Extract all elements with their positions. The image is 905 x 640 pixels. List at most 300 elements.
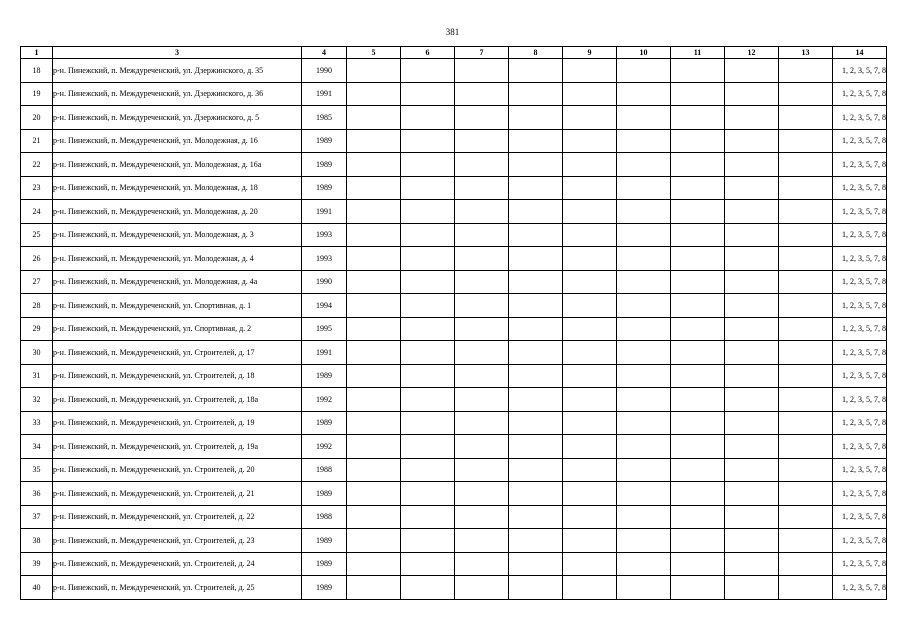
empty-cell-col-9 (563, 388, 617, 412)
empty-cell-col-11 (671, 59, 725, 83)
column-header: 13 (779, 47, 833, 59)
empty-cell-col-10 (617, 505, 671, 529)
table-row (21, 82, 887, 106)
empty-cell-col-13 (779, 247, 833, 271)
empty-cell-col-12 (725, 82, 779, 106)
codes-cell: 1, 2, 3, 5, 7, 8 (833, 341, 887, 365)
empty-cell-col-6 (401, 388, 455, 412)
empty-cell-col-13 (779, 129, 833, 153)
codes-cell: 1, 2, 3, 5, 7, 8 (833, 223, 887, 247)
address-cell: р-н. Пинежский, п. Междуреченский, ул. Строителей, д. 17 (53, 341, 302, 365)
empty-cell-col-9 (563, 576, 617, 600)
empty-cell-col-11 (671, 388, 725, 412)
row-number-cell: 23 (21, 176, 53, 200)
empty-cell-col-5 (347, 200, 401, 224)
column-header: 5 (347, 47, 401, 59)
empty-cell-col-13 (779, 200, 833, 224)
row-number-cell: 26 (21, 247, 53, 271)
table-row (21, 458, 887, 482)
row-number-cell: 20 (21, 106, 53, 130)
codes-cell: 1, 2, 3, 5, 7, 8 (833, 317, 887, 341)
empty-cell-col-9 (563, 200, 617, 224)
row-number-cell: 40 (21, 576, 53, 600)
empty-cell-col-13 (779, 317, 833, 341)
empty-cell-col-9 (563, 294, 617, 318)
codes-cell: 1, 2, 3, 5, 7, 8 (833, 270, 887, 294)
empty-cell-col-7 (455, 82, 509, 106)
empty-cell-col-8 (509, 317, 563, 341)
empty-cell-col-5 (347, 505, 401, 529)
empty-cell-col-5 (347, 411, 401, 435)
empty-cell-col-11 (671, 552, 725, 576)
column-header: 3 (53, 47, 302, 59)
year-cell: 1993 (302, 247, 347, 271)
empty-cell-col-10 (617, 106, 671, 130)
empty-cell-col-13 (779, 364, 833, 388)
row-number-cell: 34 (21, 435, 53, 459)
empty-cell-col-12 (725, 153, 779, 177)
address-cell: р-н. Пинежский, п. Междуреченский, ул. Строителей, д. 18 (53, 364, 302, 388)
column-header: 8 (509, 47, 563, 59)
empty-cell-col-5 (347, 223, 401, 247)
empty-cell-col-13 (779, 59, 833, 83)
row-number-cell: 29 (21, 317, 53, 341)
empty-cell-col-9 (563, 247, 617, 271)
empty-cell-col-8 (509, 82, 563, 106)
empty-cell-col-9 (563, 482, 617, 506)
column-header: 12 (725, 47, 779, 59)
empty-cell-col-10 (617, 576, 671, 600)
table-row (21, 505, 887, 529)
empty-cell-col-11 (671, 82, 725, 106)
year-cell: 1988 (302, 505, 347, 529)
empty-cell-col-11 (671, 482, 725, 506)
empty-cell-col-7 (455, 129, 509, 153)
empty-cell-col-5 (347, 270, 401, 294)
empty-cell-col-9 (563, 364, 617, 388)
empty-cell-col-5 (347, 388, 401, 412)
codes-cell: 1, 2, 3, 5, 7, 8 (833, 294, 887, 318)
empty-cell-col-5 (347, 576, 401, 600)
address-cell: р-н. Пинежский, п. Междуреченский, ул. Строителей, д. 22 (53, 505, 302, 529)
empty-cell-col-12 (725, 458, 779, 482)
year-cell: 1988 (302, 458, 347, 482)
empty-cell-col-11 (671, 317, 725, 341)
year-cell: 1994 (302, 294, 347, 318)
empty-cell-col-10 (617, 270, 671, 294)
table-row (21, 247, 887, 271)
empty-cell-col-7 (455, 317, 509, 341)
empty-cell-col-5 (347, 364, 401, 388)
empty-cell-col-7 (455, 505, 509, 529)
empty-cell-col-10 (617, 552, 671, 576)
address-cell: р-н. Пинежский, п. Междуреченский, ул. Молодежная, д. 4 (53, 247, 302, 271)
empty-cell-col-6 (401, 317, 455, 341)
year-cell: 1989 (302, 153, 347, 177)
empty-cell-col-13 (779, 341, 833, 365)
year-cell: 1992 (302, 435, 347, 459)
empty-cell-col-13 (779, 458, 833, 482)
address-cell: р-н. Пинежский, п. Междуреченский, ул. Спортивная, д. 1 (53, 294, 302, 318)
empty-cell-col-9 (563, 317, 617, 341)
empty-cell-col-13 (779, 576, 833, 600)
table-row (21, 200, 887, 224)
empty-cell-col-12 (725, 482, 779, 506)
table-row (21, 435, 887, 459)
address-cell: р-н. Пинежский, п. Междуреченский, ул. Молодежная, д. 3 (53, 223, 302, 247)
codes-cell: 1, 2, 3, 5, 7, 8 (833, 59, 887, 83)
row-number-cell: 37 (21, 505, 53, 529)
codes-cell: 1, 2, 3, 5, 7, 8 (833, 411, 887, 435)
empty-cell-col-8 (509, 411, 563, 435)
address-cell: р-н. Пинежский, п. Междуреченский, ул. Дзержинского, д. 36 (53, 82, 302, 106)
row-number-cell: 33 (21, 411, 53, 435)
empty-cell-col-13 (779, 505, 833, 529)
empty-cell-col-12 (725, 341, 779, 365)
empty-cell-col-9 (563, 529, 617, 553)
empty-cell-col-6 (401, 505, 455, 529)
year-cell: 1991 (302, 82, 347, 106)
empty-cell-col-12 (725, 294, 779, 318)
empty-cell-col-12 (725, 435, 779, 459)
codes-cell: 1, 2, 3, 5, 7, 8 (833, 200, 887, 224)
empty-cell-col-11 (671, 364, 725, 388)
empty-cell-col-12 (725, 552, 779, 576)
empty-cell-col-9 (563, 505, 617, 529)
empty-cell-col-6 (401, 576, 455, 600)
year-cell: 1989 (302, 176, 347, 200)
address-cell: р-н. Пинежский, п. Междуреченский, ул. Молодежная, д. 16а (53, 153, 302, 177)
year-cell: 1991 (302, 341, 347, 365)
empty-cell-col-8 (509, 482, 563, 506)
empty-cell-col-13 (779, 82, 833, 106)
address-cell: р-н. Пинежский, п. Междуреченский, ул. Строителей, д. 18а (53, 388, 302, 412)
page-number: 381 (445, 27, 460, 37)
empty-cell-col-6 (401, 82, 455, 106)
empty-cell-col-5 (347, 59, 401, 83)
empty-cell-col-7 (455, 435, 509, 459)
codes-cell: 1, 2, 3, 5, 7, 8 (833, 153, 887, 177)
table-row (21, 341, 887, 365)
empty-cell-col-7 (455, 176, 509, 200)
empty-cell-col-10 (617, 223, 671, 247)
empty-cell-col-11 (671, 153, 725, 177)
empty-cell-col-7 (455, 576, 509, 600)
empty-cell-col-7 (455, 411, 509, 435)
empty-cell-col-8 (509, 270, 563, 294)
empty-cell-col-7 (455, 482, 509, 506)
empty-cell-col-7 (455, 270, 509, 294)
year-cell: 1992 (302, 388, 347, 412)
year-cell: 1989 (302, 411, 347, 435)
address-cell: р-н. Пинежский, п. Междуреченский, ул. Строителей, д. 19а (53, 435, 302, 459)
codes-cell: 1, 2, 3, 5, 7, 8 (833, 176, 887, 200)
empty-cell-col-13 (779, 153, 833, 177)
empty-cell-col-7 (455, 341, 509, 365)
empty-cell-col-7 (455, 458, 509, 482)
year-cell: 1989 (302, 482, 347, 506)
empty-cell-col-11 (671, 505, 725, 529)
empty-cell-col-13 (779, 106, 833, 130)
empty-cell-col-5 (347, 317, 401, 341)
empty-cell-col-12 (725, 176, 779, 200)
address-cell: р-н. Пинежский, п. Междуреченский, ул. Дзержинского, д. 35 (53, 59, 302, 83)
empty-cell-col-8 (509, 576, 563, 600)
empty-cell-col-12 (725, 364, 779, 388)
empty-cell-col-7 (455, 153, 509, 177)
row-number-cell: 25 (21, 223, 53, 247)
empty-cell-col-12 (725, 129, 779, 153)
empty-cell-col-6 (401, 341, 455, 365)
codes-cell: 1, 2, 3, 5, 7, 8 (833, 552, 887, 576)
empty-cell-col-13 (779, 223, 833, 247)
codes-cell: 1, 2, 3, 5, 7, 8 (833, 505, 887, 529)
empty-cell-col-5 (347, 529, 401, 553)
empty-cell-col-11 (671, 200, 725, 224)
column-header: 6 (401, 47, 455, 59)
empty-cell-col-10 (617, 341, 671, 365)
empty-cell-col-10 (617, 388, 671, 412)
empty-cell-col-6 (401, 59, 455, 83)
empty-cell-col-6 (401, 153, 455, 177)
empty-cell-col-8 (509, 200, 563, 224)
empty-cell-col-9 (563, 411, 617, 435)
column-header: 14 (833, 47, 887, 59)
table-row (21, 153, 887, 177)
row-number-cell: 35 (21, 458, 53, 482)
empty-cell-col-10 (617, 176, 671, 200)
codes-cell: 1, 2, 3, 5, 7, 8 (833, 435, 887, 459)
empty-cell-col-9 (563, 270, 617, 294)
empty-cell-col-10 (617, 411, 671, 435)
empty-cell-col-11 (671, 223, 725, 247)
empty-cell-col-13 (779, 270, 833, 294)
empty-cell-col-8 (509, 505, 563, 529)
empty-cell-col-9 (563, 176, 617, 200)
year-cell: 1991 (302, 200, 347, 224)
empty-cell-col-12 (725, 529, 779, 553)
empty-cell-col-10 (617, 247, 671, 271)
empty-cell-col-13 (779, 388, 833, 412)
year-cell: 1990 (302, 270, 347, 294)
empty-cell-col-7 (455, 364, 509, 388)
table-row (21, 223, 887, 247)
empty-cell-col-11 (671, 176, 725, 200)
table-row (21, 317, 887, 341)
table-row (21, 59, 887, 83)
column-header: 9 (563, 47, 617, 59)
codes-cell: 1, 2, 3, 5, 7, 8 (833, 129, 887, 153)
empty-cell-col-10 (617, 482, 671, 506)
empty-cell-col-13 (779, 411, 833, 435)
empty-cell-col-12 (725, 411, 779, 435)
address-cell: р-н. Пинежский, п. Междуреченский, ул. Молодежная, д. 18 (53, 176, 302, 200)
empty-cell-col-6 (401, 294, 455, 318)
empty-cell-col-11 (671, 435, 725, 459)
table-row (21, 176, 887, 200)
table-row (21, 129, 887, 153)
empty-cell-col-6 (401, 552, 455, 576)
empty-cell-col-5 (347, 82, 401, 106)
empty-cell-col-6 (401, 247, 455, 271)
row-number-cell: 18 (21, 59, 53, 83)
address-cell: р-н. Пинежский, п. Междуреченский, ул. Строителей, д. 20 (53, 458, 302, 482)
year-cell: 1989 (302, 364, 347, 388)
empty-cell-col-11 (671, 341, 725, 365)
table-row (21, 388, 887, 412)
empty-cell-col-9 (563, 106, 617, 130)
column-header: 11 (671, 47, 725, 59)
empty-cell-col-6 (401, 482, 455, 506)
row-number-cell: 31 (21, 364, 53, 388)
empty-cell-col-12 (725, 59, 779, 83)
empty-cell-col-5 (347, 106, 401, 130)
empty-cell-col-9 (563, 59, 617, 83)
table-row (21, 552, 887, 576)
empty-cell-col-13 (779, 552, 833, 576)
codes-cell: 1, 2, 3, 5, 7, 8 (833, 106, 887, 130)
empty-cell-col-11 (671, 529, 725, 553)
year-cell: 1993 (302, 223, 347, 247)
empty-cell-col-13 (779, 294, 833, 318)
empty-cell-col-8 (509, 435, 563, 459)
empty-cell-col-5 (347, 458, 401, 482)
empty-cell-col-10 (617, 59, 671, 83)
empty-cell-col-10 (617, 294, 671, 318)
empty-cell-col-11 (671, 294, 725, 318)
empty-cell-col-5 (347, 552, 401, 576)
empty-cell-col-11 (671, 458, 725, 482)
empty-cell-col-6 (401, 223, 455, 247)
row-number-cell: 38 (21, 529, 53, 553)
column-header: 1 (21, 47, 53, 59)
empty-cell-col-8 (509, 341, 563, 365)
empty-cell-col-9 (563, 435, 617, 459)
empty-cell-col-9 (563, 341, 617, 365)
address-cell: р-н. Пинежский, п. Междуреченский, ул. Молодежная, д. 4а (53, 270, 302, 294)
empty-cell-col-6 (401, 411, 455, 435)
empty-cell-col-11 (671, 576, 725, 600)
empty-cell-col-8 (509, 529, 563, 553)
year-cell: 1989 (302, 129, 347, 153)
empty-cell-col-9 (563, 82, 617, 106)
empty-cell-col-6 (401, 364, 455, 388)
empty-cell-col-6 (401, 129, 455, 153)
empty-cell-col-9 (563, 458, 617, 482)
empty-cell-col-10 (617, 458, 671, 482)
table-row (21, 482, 887, 506)
table-row (21, 294, 887, 318)
empty-cell-col-5 (347, 341, 401, 365)
address-cell: р-н. Пинежский, п. Междуреченский, ул. Строителей, д. 25 (53, 576, 302, 600)
empty-cell-col-7 (455, 294, 509, 318)
empty-cell-col-6 (401, 458, 455, 482)
codes-cell: 1, 2, 3, 5, 7, 8 (833, 482, 887, 506)
empty-cell-col-12 (725, 505, 779, 529)
empty-cell-col-10 (617, 153, 671, 177)
empty-cell-col-6 (401, 529, 455, 553)
empty-cell-col-7 (455, 106, 509, 130)
address-cell: р-н. Пинежский, п. Междуреченский, ул. Дзержинского, д. 5 (53, 106, 302, 130)
empty-cell-col-8 (509, 106, 563, 130)
empty-cell-col-7 (455, 388, 509, 412)
empty-cell-col-10 (617, 200, 671, 224)
table-row (21, 270, 887, 294)
empty-cell-col-8 (509, 552, 563, 576)
address-cell: р-н. Пинежский, п. Междуреченский, ул. Строителей, д. 19 (53, 411, 302, 435)
address-cell: р-н. Пинежский, п. Междуреченский, ул. Молодежная, д. 16 (53, 129, 302, 153)
empty-cell-col-9 (563, 552, 617, 576)
empty-cell-col-8 (509, 223, 563, 247)
table-row (21, 411, 887, 435)
codes-cell: 1, 2, 3, 5, 7, 8 (833, 529, 887, 553)
year-cell: 1989 (302, 552, 347, 576)
empty-cell-col-8 (509, 294, 563, 318)
address-cell: р-н. Пинежский, п. Междуреченский, ул. Молодежная, д. 20 (53, 200, 302, 224)
empty-cell-col-11 (671, 247, 725, 271)
empty-cell-col-5 (347, 176, 401, 200)
empty-cell-col-10 (617, 129, 671, 153)
row-number-cell: 19 (21, 82, 53, 106)
table-row (21, 364, 887, 388)
empty-cell-col-6 (401, 106, 455, 130)
row-number-cell: 28 (21, 294, 53, 318)
empty-cell-col-13 (779, 529, 833, 553)
empty-cell-col-6 (401, 270, 455, 294)
empty-cell-col-12 (725, 200, 779, 224)
empty-cell-col-7 (455, 552, 509, 576)
address-cell: р-н. Пинежский, п. Междуреченский, ул. Спортивная, д. 2 (53, 317, 302, 341)
empty-cell-col-12 (725, 247, 779, 271)
year-cell: 1989 (302, 576, 347, 600)
row-number-cell: 21 (21, 129, 53, 153)
row-number-cell: 30 (21, 341, 53, 365)
column-header: 4 (302, 47, 347, 59)
empty-cell-col-7 (455, 223, 509, 247)
empty-cell-col-9 (563, 129, 617, 153)
empty-cell-col-6 (401, 435, 455, 459)
year-cell: 1985 (302, 106, 347, 130)
column-header: 10 (617, 47, 671, 59)
table-row (21, 529, 887, 553)
empty-cell-col-12 (725, 223, 779, 247)
empty-cell-col-10 (617, 317, 671, 341)
empty-cell-col-12 (725, 106, 779, 130)
empty-cell-col-11 (671, 411, 725, 435)
address-cell: р-н. Пинежский, п. Междуреченский, ул. Строителей, д. 21 (53, 482, 302, 506)
codes-cell: 1, 2, 3, 5, 7, 8 (833, 388, 887, 412)
column-header: 7 (455, 47, 509, 59)
empty-cell-col-9 (563, 153, 617, 177)
row-number-cell: 22 (21, 153, 53, 177)
empty-cell-col-7 (455, 59, 509, 83)
empty-cell-col-10 (617, 529, 671, 553)
empty-cell-col-6 (401, 200, 455, 224)
empty-cell-col-9 (563, 223, 617, 247)
empty-cell-col-8 (509, 458, 563, 482)
empty-cell-col-10 (617, 364, 671, 388)
empty-cell-col-5 (347, 129, 401, 153)
empty-cell-col-7 (455, 200, 509, 224)
row-number-cell: 39 (21, 552, 53, 576)
row-number-cell: 36 (21, 482, 53, 506)
empty-cell-col-8 (509, 364, 563, 388)
empty-cell-col-5 (347, 294, 401, 318)
empty-cell-col-8 (509, 59, 563, 83)
codes-cell: 1, 2, 3, 5, 7, 8 (833, 576, 887, 600)
year-cell: 1990 (302, 59, 347, 83)
codes-cell: 1, 2, 3, 5, 7, 8 (833, 364, 887, 388)
